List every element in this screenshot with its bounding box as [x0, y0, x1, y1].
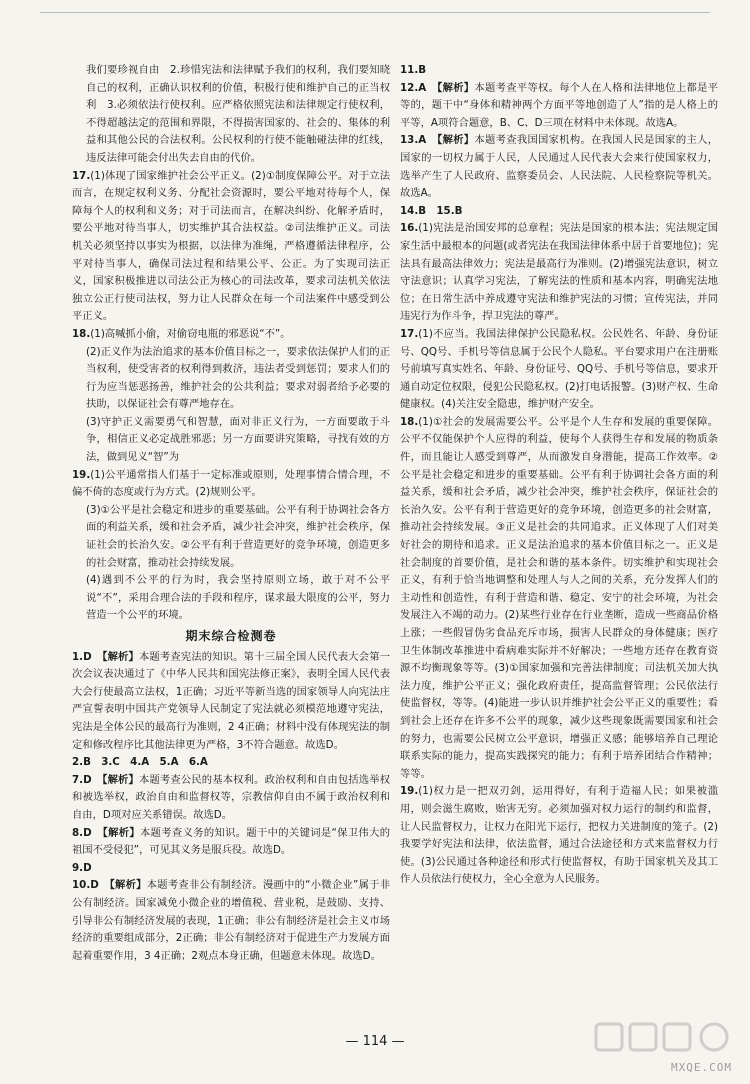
answer-19-part3: (3)①公平是社会稳定和进步的重要基础。公平有利于协调社会各方面的利益关系，缓和社会矛盾，减少社会冲突，维护社会秩序，保证社会的长治久安。②公平有利于营造更好的竞争环境，创造更多的社会财富，推动社会持续发展。 [86, 503, 390, 569]
answer-12: 12.A 【解析】本题考查平等权。每个人在人格和法律地位上都是平等的，题干中“身体和精神两个方面平等地创造了人”指的是人格上的平等，A项符合题意，B、C、D三项在材料中未体现。故选A。 [400, 81, 719, 129]
answer-1: 1.D 【解析】本题考查宪法的知识。第十三届全国人民代表大会第一次会议表决通过了《中华人民共和国宪法修正案》，表明全国人民代表大会行使最高立法权，1正确；习近平等新当选的国家领导人向宪法庄严宣誓表明中国共产党领导人民制定了宪法就必须模范地遵守宪法，宪法是全体公民的最高行为准则，2 4正确；材料中没有体现宪法的制定和修改程序比其他法律更为严格，3不符合题意。故选D。 [72, 650, 390, 751]
left-column [72, 62, 390, 965]
answer-13: 13.A 【解析】本题考查我国国家机构。在我国人民是国家的主人，国家的一切权力属于人民，人民通过人民代表大会来行使国家权力，选举产生了人民政府、监察委员会、人民法院、人民检察院等机关。故选A。 [400, 134, 719, 200]
answer-18-right: 18.(1)①社会的发展需要公平。公平是个人生存和发展的重要保障。公平不仅能保护个人应得的利益，使每个人获得生存和发展的物质条件，而且能让人感受到尊严，从而激发自身潜能，提高工作效率。②公平是社会稳定和进步的重要基础。公平有利于协调社会各方面的利益关系，缓和社会矛盾，减少社会冲突，维护社会秩序，保证社会的长治久安。公平有利于营造更好的竞争环境，创造更多的社会财富，推动社会持续发展。③正义是社会的共同追求。正义体现了人们对美好社会的期待和追求。正义是法治追求的基本价值目标之一。正义是社会制度的首要价值，是社会和谐的基本条件。切实维护和实现社会正义，有利于恰当地调整和处理人与人之间的关系，充分发挥人们的主动性和创造性，有利于营造和谐、稳定、安宁的社会环境，为社会发展注入不竭的动力。(2)某些行业存在行业垄断，造成一些商品价格上涨；一些假冒伪劣食品充斥市场，损害人民群众的身体健康；医疗卫生体制改革推进中看病难实际并不好解决；一些地方还存在教育资源不均衡现象等等。(3)①国家加强和完善法律制度；司法机关加大执法力度，维护公平正义；强化政府责任，提高监督管理；公民依法行使监督权，等等。(4)能进一步认识并维护社会公平正义的重要性；看到社会上还存在许多不公平的现象，减少这些现象既需要国家和社会的努力，也需要公民树立公平意识，增强正义感；能够培养自己理论联系实际的能力，提高实践探究的能力；有利于培养团结合作精神；等等。 [400, 415, 718, 780]
page-number: — 114 — [345, 1034, 405, 1049]
answers-14-15: 14.B 15.B [400, 204, 463, 217]
answer-19-part4: (4)遇到不公平的行为时，我会坚持原则立场，敢于对不公平说“不”，采用合理合法的手段和程序，谋求最大限度的公平，努力营造一个公平的环境。 [86, 574, 390, 622]
section-title: 期末综合检测卷 [185, 629, 277, 643]
answer-19-part1: 19.(1)公平通常指人们基于一定标准或原则，处理事情合情合理，不偏不倚的态度或行为方式。(2)规则公平。 [72, 468, 390, 499]
answer-17: 17.(1)体现了国家维护社会公平正义。(2)①制度保障公平。对于立法而言，在规定权利义务、分配社会资源时，要公平地对待每个人，保障每个人的权利和义务；对于司法而言，在解决纠纷、化解矛盾时，要公平地对待当事人，切实维护其合法权益。②司法维护正义。司法机关必须坚持以事实为根据，以法律为准绳，严格遵循法律程序，公平对待当事人，确保司法过程和结果公平、公正。为了实现司法正义，国家积极推进以司法公正为核心的司法改革，要求司法机关依法独立公正行使司法权，努力让人民群众在每一个司法案件中感受到公平正义。 [72, 169, 390, 323]
answer-19-right: 19.(1)权力是一把双刃剑，运用得好，有利于造福人民；如果被滥用，则会滋生腐败，贻害无穷。必须加强对权力运行的制约和监督，让人民监督权力，让权力在阳光下运行，把权力关进制度的笼子。(2)我要学好宪法和法律，依法监督，通过合法途径和方式来监督权力行使。(3)公民通过各种途径和形式行使监督权，有助于国家机关及其工作人员依法行使权力，全心全意为人民服务。 [400, 785, 718, 886]
right-column [400, 62, 718, 889]
answer-7: 7.D 【解析】本题考查公民的基本权利。政治权利和自由包括选举权和被选举权，政治自由和监督权等，宗教信仰自由不属于政治权利和自由，D项对应关系错误。故选D。 [72, 773, 390, 821]
answer-18-part2: (2)正义作为法治追求的基本价值目标之一，要求依法保护人们的正当权利，使受害者的权利得到救济，违法者受到惩罚；要求人们的行为应当惩恶扬善，维护社会的公共利益；要求对弱者给予必要的扶助，以保证社会有尊严地存在。 [86, 345, 390, 411]
answer-9: 9.D [72, 861, 92, 874]
answer-10: 10.D 【解析】本题考查非公有制经济。漫画中的“小微企业”属于非公有制经济。国家减免小微企业的增值税、营业税，是鼓励、支持、引导非公有制经济发展的表现，1正确；非公有制经济是社会主义市场经济的重要组成部分，2正确；非公有制经济对于促进生产力发展方面起着重要作用，3 4正确；2观点本身正确，但题意未体现。故选D。 [72, 879, 390, 962]
answer-11: 11.B [400, 64, 427, 76]
top-rule [40, 12, 710, 13]
answer-16: 16.(1)宪法是治国安邦的总章程；宪法是国家的根本法；宪法规定国家生活中最根本的问题(或者宪法在我国法律体系中居于首要地位)；宪法具有最高法律效力；宪法是最高行为准则。(2)增强宪法意识，树立守法意识；认真学习宪法，了解宪法的性质和基本内容，明确宪法地位；在日常生活中养成遵守宪法和维护宪法的习惯；宣传宪法，并同违宪行为作斗争，捍卫宪法的尊严。 [400, 222, 718, 323]
answer-18-part1: 18.(1)高喊抓小偷，对偷窃电瓶的邪恶说“不”。 [72, 327, 291, 340]
watermark-text: MXQE.COM [671, 1061, 732, 1074]
answer-8: 8.D 【解析】本题考查义务的知识。题干中的关键词是“保卫伟大的祖国不受侵犯”，可见其义务是服兵役。故选D。 [72, 826, 390, 857]
answer-18-part3: (3)守护正义需要勇气和智慧，面对非正义行为，一方面要敢于斗争，相信正义必定战胜邪恶；另一方面要讲究策略，寻找有效的方法，做到见义“智”为 [86, 415, 390, 464]
answer-17-right: 17.(1)不应当。我国法律保护公民隐私权。公民姓名、年龄、身份证号、QQ号、手机号等信息属于公民个人隐私。平台要求用户在注册账号前填写真实姓名、年龄、身份证号、QQ号、手机号等信息，要求开通自动定位权限，侵犯公民隐私权。(2)打电话报警。(3)财产权、生命健康权。(4)关注安全隐患，维护财产安全。 [400, 327, 718, 411]
answer-continuation: 我们要珍视自由 2.珍惜宪法和法律赋予我们的权利，我们要知晓自己的权利，正确认识权利的价值，积极行使和维护自己的正当权利 3.必须依法行使权利。应严格依照宪法和法律规定行使权利，不得超越法定的范围和界限，不得损害国家的、社会的、集体的利益和其他公民的合法权利。公民权利的行使不能触碰法律的红线，违反法律可能会付出失去自由的代价。 [86, 64, 390, 164]
answers-2-6: 2.B 3.C 4.A 5.A 6.A [72, 756, 208, 769]
